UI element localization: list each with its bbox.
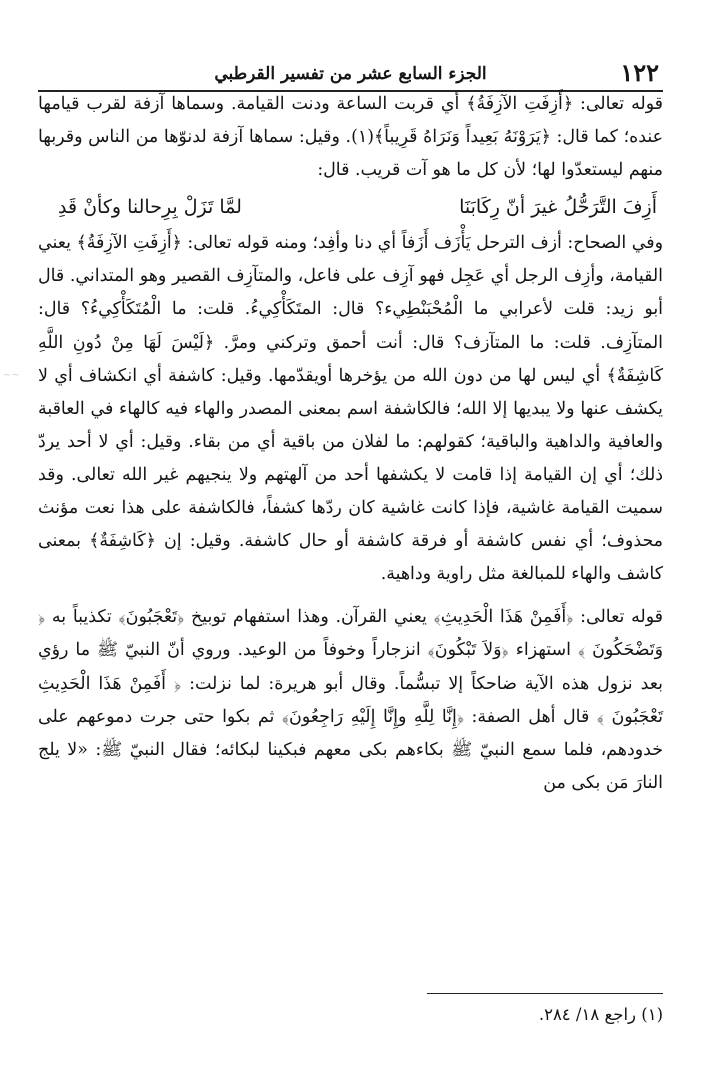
poetry-verse: [38, 187, 663, 227]
footnote: (١) راجع ١٨/ ٢٨٤.: [538, 1005, 663, 1024]
page-number: ١٢٢: [620, 58, 659, 87]
paragraph: قوله تعالى: ﴿أَزِفَتِ الآزِفَةُ﴾ أي قربت الساعة ودنت القيامة. وسماها آزفة لقرب قيامها عنده؛ كما قال: ﴿يَرَوْنَهُ بَعِيداً وَنَرَاهُ قَرِيباً﴾(١). وقيل: سماها آزفة لدنوّها من الناس وقربها منهم ليستعدّوا لها؛ لأن كل ما هو آت قريب. قال:: [38, 94, 663, 181]
footnote-rule: [427, 993, 663, 994]
running-title: الجزء السابع عشر من تفسير القرطبي: [214, 64, 487, 84]
paragraph-gap: [38, 591, 663, 601]
paragraph: وفي الصحاح: أزف الترحل يَأْزَف أَزَفاً أي دنا وأفِد؛ ومنه قوله تعالى: ﴿أَزِفَتِ الآزِفَةُ﴾ يعني القيامة، وأزِف الرجل أي عَجِل فهو آزِف على فاعل، والمتآزِف القصير وهو المتداني. قال أبو زيد: قلت لأعرابي ما الْمُحْبَنْطِيء؟ قال: المتَكَأْكِيءُ. قلت: ما الْمُتَكَأْكِيءُ؟ قال: المتآزِف. قلت: ما المتآزف؟ قال: أنت أحمق وتركني ومرَّ. ﴿لَيْسَ لَهَا مِنْ دُونِ اللَّهِ كَاشِفَةٌ﴾ أي ليس لها من دون الله من يؤخرها أويقدّمها. وقيل: كاشفة أي انكشاف أي لا يكشف عنها ولا يبديها إلا الله؛ فالكاشفة اسم بمعنى المصدر والهاء فيه كالهاء في العاقبة والعافية والداهية والباقية؛ كقولهم: ما لفلان من باقية أي من بقاء. وقيل: أي لا أحد يردّ ذلك؛ أي إن القيامة إذا قامت لا يكشفها أحد من آلهتهم ولا ينجيهم غير الله تعالى. وقد سميت القيامة غاشية، فإذا كانت غاشية كان ردّها كشفاً، فالكاشفة على هذا نعت مؤنث محذوف؛ أي نفس كاشفة أو فرقة كاشفة أو حال كاشفة. وقيل: إن ﴿كَاشِفَةٌ﴾ بمعنى كاشف والهاء للمبالغة مثل راوية وداهية.: [38, 233, 663, 585]
page-header: [38, 58, 663, 92]
verse-hemistich-second: لمَّا تَزَلْ بِرِحالنا وكأنْ قَدِ: [58, 196, 242, 219]
body-text: [38, 88, 663, 800]
verse-hemistich-first: أَزِفَ التَّرَحُّلُ غيرَ أنّ رِكَابَنَا: [459, 196, 657, 219]
margin-smudge: ~~: [3, 370, 20, 381]
paragraph: قوله تعالى: ﴿أَفَمِنْ هَذَا الْحَدِيثِ﴾ يعني القرآن. وهذا استفهام توبيخ ﴿تَعْجَبُونَ﴾ تكذيباً به ﴿ وَتَضْحَكُونَ ﴾ استهزاء ﴿وَلاَ تَبْكُونَ﴾ انزجاراً وخوفاً من الوعيد. وروي أنّ النبيّ ﷺ ما رؤي بعد نزول هذه الآية ضاحكاً إلا تبسُّماً. وقال أبو هريرة: لما نزلت: ﴿ أَفَمِنْ هَذَا الْحَدِيثِ تَعْجَبُونَ ﴾ قال أهل الصفة: ﴿إِنَّا لِلَّهِ وإِنَّا إِلَيْهِ رَاجِعُونَ﴾ ثم بكوا حتى جرت دموعهم على خدودهم، فلما سمع النبيّ ﷺ بكاءهم بكى معهم فبكينا لبكائه؛ فقال النبيّ ﷺ: «لا يلج النارَ مَن بكى من: [38, 607, 663, 793]
